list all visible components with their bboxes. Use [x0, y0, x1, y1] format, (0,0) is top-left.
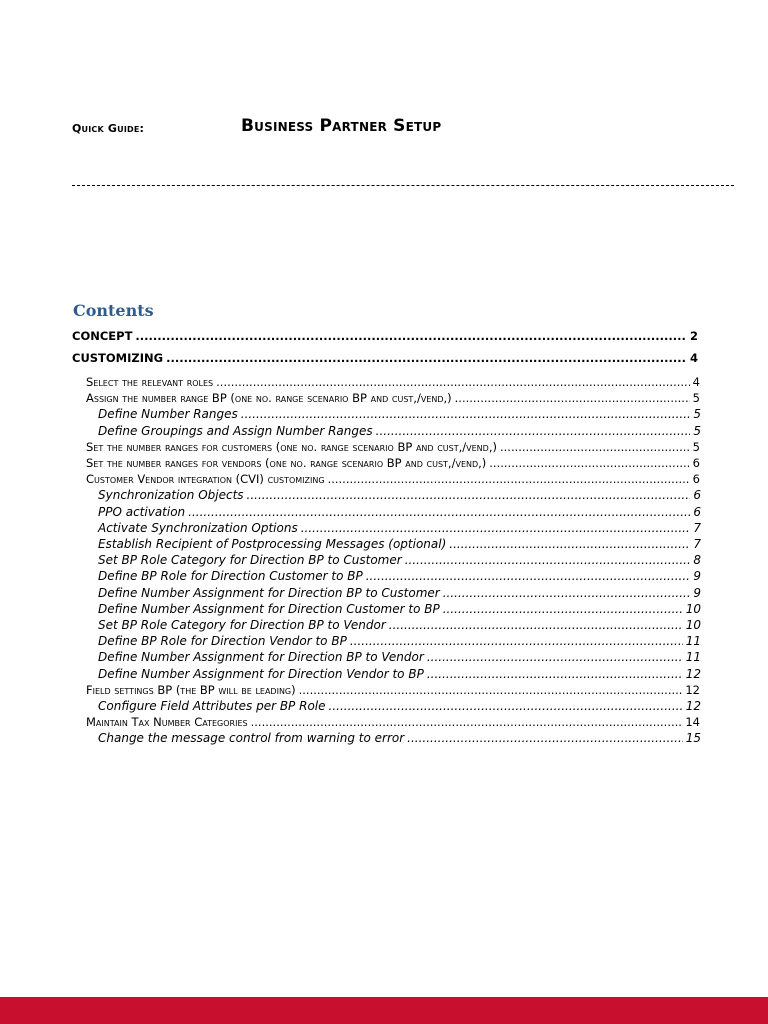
toc-dot-leader — [247, 487, 691, 503]
toc-entry-title: Establish Recipient of Postprocessing Messages (optional) — [98, 537, 447, 551]
toc-entry-title: Define BP Role for Direction Vendor to BP — [98, 634, 347, 649]
toc-entry[interactable] — [72, 350, 698, 366]
toc-dot-leader — [329, 698, 683, 714]
toc-entry[interactable] — [98, 617, 701, 633]
toc-entry[interactable] — [98, 698, 701, 714]
toc-page-number: 6 — [692, 472, 700, 487]
toc-entry[interactable] — [98, 520, 701, 536]
toc-entry-title: Define Number Assignment for Direction BP to Customer — [98, 585, 440, 600]
toc-dot-leader — [188, 504, 690, 520]
toc-entry-title: Synchronization Objects — [98, 488, 244, 503]
toc-entry-title: Set BP Role Category for Direction BP to Customer — [98, 553, 402, 568]
toc-entry-title: Change the message control from warning to error — [98, 731, 405, 746]
toc-page-number: 7 — [693, 520, 701, 535]
toc-entry-title: CUSTOMIZING — [72, 351, 164, 365]
toc-entry[interactable] — [98, 552, 701, 568]
toc-entry-title: Maintain Tax Number Categories — [86, 715, 248, 730]
toc-entry-title: Field settings BP (the BP will be leading) — [86, 682, 296, 697]
toc-entry[interactable] — [98, 730, 701, 746]
toc-page-number: 11 — [685, 650, 701, 665]
toc-dot-leader — [443, 585, 691, 601]
toc-page-number: 15 — [685, 731, 701, 746]
toc-entry[interactable] — [86, 390, 700, 406]
toc-entry-title: Activate Synchronization Options — [98, 520, 298, 535]
toc-page-number: 10 — [685, 601, 701, 616]
toc-entry[interactable] — [98, 504, 701, 520]
toc-entry[interactable] — [98, 585, 701, 601]
toc-entry[interactable] — [86, 455, 700, 471]
toc-page-number: 8 — [693, 553, 701, 568]
toc-dot-leader — [251, 714, 683, 730]
toc-entry-title: Define Groupings and Assign Number Ranges — [98, 423, 373, 438]
toc-entry-title: Define Number Assignment for Direction BP to Vendor — [98, 650, 424, 665]
toc-entry[interactable] — [86, 471, 700, 487]
toc-page-number: 4 — [689, 351, 698, 365]
toc-dot-leader — [301, 520, 691, 536]
toc-entry-title: Set BP Role Category for Direction BP to Vendor — [98, 618, 386, 632]
toc-entry-title: Define Number Assignment for Direction Vendor to BP — [98, 666, 424, 681]
document-title: Business Partner Setup — [241, 116, 442, 136]
toc-entry[interactable] — [98, 633, 701, 649]
toc-dot-leader — [135, 328, 687, 344]
toc-dot-leader — [241, 406, 691, 422]
toc-entry-title: Set the number ranges for customers (one no. range scenario BP and cust,/vend,) — [86, 439, 497, 454]
toc-page-number: 9 — [693, 585, 701, 600]
toc-page-number: 5 — [693, 423, 701, 438]
toc-dot-leader — [489, 455, 689, 471]
toc-entry-title: PPO activation — [98, 504, 186, 519]
toc-entry[interactable] — [98, 406, 701, 422]
footer-bar — [0, 997, 768, 1024]
toc-dot-leader — [166, 350, 687, 366]
toc-page-number: 5 — [693, 407, 701, 422]
contents-heading: Contents — [73, 301, 154, 320]
toc-page-number: 11 — [685, 634, 701, 649]
toc-page-number: 14 — [685, 715, 700, 730]
toc-entry-title: Define Number Assignment for Direction Customer to BP — [98, 601, 440, 616]
toc-entry-title: Set the number ranges for vendors (one no. range scenario BP and cust,/vend,) — [86, 456, 487, 470]
toc-entry[interactable] — [98, 601, 701, 617]
toc-dot-leader — [366, 568, 691, 584]
toc-dot-leader — [389, 617, 683, 633]
toc-entry[interactable] — [98, 649, 701, 665]
toc-entry-title: Customer Vendor integration (CVI) customizing — [86, 472, 325, 487]
toc-page-number: 6 — [692, 456, 700, 470]
toc-dot-leader — [443, 601, 683, 617]
toc-dot-leader — [427, 666, 683, 682]
toc-dot-leader — [455, 390, 690, 406]
toc-entry[interactable] — [86, 682, 700, 698]
toc-entry[interactable] — [86, 374, 700, 390]
toc-dot-leader — [500, 439, 690, 455]
toc-entry-title: Define Number Ranges — [98, 407, 238, 422]
toc-page-number: 2 — [689, 329, 698, 343]
toc-page-number: 12 — [685, 682, 700, 697]
toc-page-number: 7 — [693, 537, 701, 551]
toc-dot-leader — [328, 471, 690, 487]
toc-dot-leader — [299, 682, 683, 698]
toc-page-number: 12 — [685, 699, 701, 713]
toc-dot-leader — [376, 423, 691, 439]
toc-entry[interactable] — [98, 666, 701, 682]
toc-dot-leader — [216, 374, 690, 390]
toc-dot-leader — [427, 649, 683, 665]
toc-entry[interactable] — [86, 439, 700, 455]
toc-page-number: 9 — [693, 569, 701, 584]
toc-page-number: 4 — [692, 375, 700, 389]
toc-dot-leader — [405, 552, 691, 568]
toc-entry[interactable] — [98, 487, 701, 503]
toc-dot-leader — [407, 730, 683, 746]
toc-dot-leader — [350, 633, 683, 649]
toc-page-number: 10 — [685, 618, 701, 632]
toc-page-number: 6 — [693, 488, 701, 503]
toc-entry-title: Define BP Role for Direction Customer to BP — [98, 569, 363, 584]
toc-page-number: 12 — [685, 666, 701, 681]
toc-entry[interactable] — [86, 714, 700, 730]
toc-entry-title: CONCEPT — [72, 329, 133, 343]
toc-entry[interactable] — [98, 568, 701, 584]
toc-entry-title: Select the relevant roles — [86, 375, 214, 389]
toc-page-number: 6 — [693, 504, 701, 519]
toc-dot-leader — [449, 536, 690, 552]
toc-entry[interactable] — [98, 423, 701, 439]
toc-page-number: 5 — [692, 391, 700, 406]
toc-page-number: 5 — [692, 439, 700, 454]
toc-entry[interactable] — [98, 536, 701, 552]
quick-guide-label: Quick Guide: — [72, 122, 145, 135]
toc-entry-title: Assign the number range BP (one no. range scenario BP and cust,/vend,) — [86, 391, 452, 406]
toc-entry-title: Configure Field Attributes per BP Role — [98, 699, 326, 713]
toc-entry[interactable] — [72, 328, 698, 344]
